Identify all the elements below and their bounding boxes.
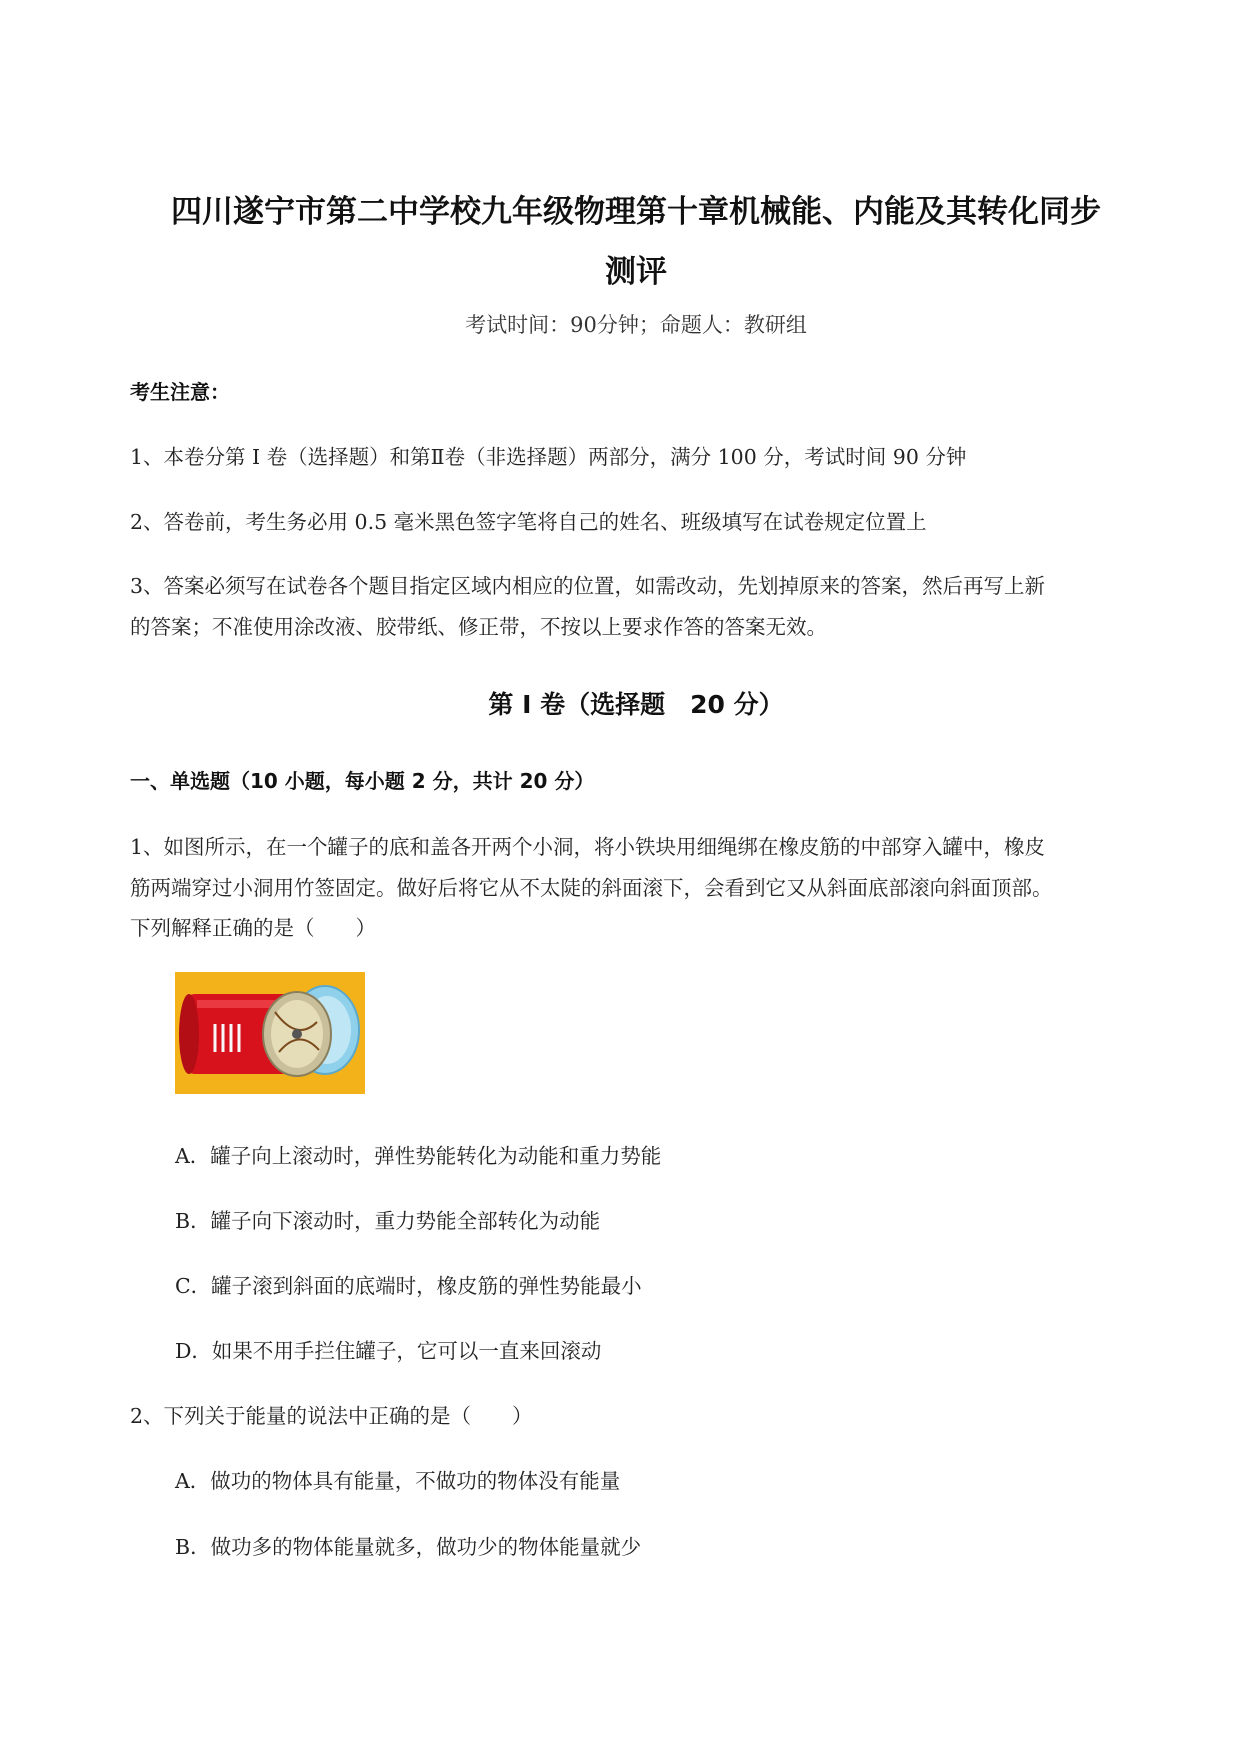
part-heading: 一、单选题（10 小题，每小题 2 分，共计 20 分） (130, 769, 595, 793)
question-2-line-1: 2、下列关于能量的说法中正确的是（ ） (130, 1404, 533, 1428)
question-1-option-b: B．罐子向下滚动时，重力势能全部转化为动能 (175, 1209, 601, 1233)
notice-item-1: 1、本卷分第 I 卷（选择题）和第Ⅱ卷（非选择题）两部分，满分 100 分，考试时间 90 分钟 (130, 445, 967, 469)
rolling-can-illustration (175, 972, 365, 1094)
notice-item-2: 2、答卷前，考生务必用 0.5 毫米黑色签字笔将自己的姓名、班级填写在试卷规定位置上 (130, 510, 927, 534)
question-1-line-3: 下列解释正确的是（ ） (130, 916, 376, 940)
question-1-option-d: D．如果不用手拦住罐子，它可以一直来回滚动 (175, 1339, 602, 1363)
notice-item-3-line-2: 的答案；不准使用涂改液、胶带纸、修正带，不按以上要求作答的答案无效。 (130, 615, 827, 639)
section-title: 第 I 卷（选择题 20 分） (488, 690, 784, 719)
rolling-can-figure (175, 972, 365, 1094)
question-1-option-c: C．罐子滚到斜面的底端时，橡皮筋的弹性势能最小 (175, 1274, 642, 1298)
exam-title-line-2: 测评 (605, 254, 667, 290)
question-1-line-1: 1、如图所示，在一个罐子的底和盖各开两个小洞，将小铁块用细绳绑在橡皮筋的中部穿入罐中，橡皮 (130, 835, 1046, 859)
exam-title-line-1: 四川遂宁市第二中学校九年级物理第十章机械能、内能及其转化同步 (171, 194, 1101, 230)
notice-heading: 考生注意： (130, 380, 230, 404)
notice-item-3-line-1: 3、答案必须写在试卷各个题目指定区域内相应的位置，如需改动，先划掉原来的答案，然后再写上新 (130, 574, 1046, 598)
question-2-option-a: A．做功的物体具有能量，不做功的物体没有能量 (175, 1469, 621, 1493)
question-2-option-b: B．做功多的物体能量就多，做功少的物体能量就少 (175, 1535, 642, 1559)
question-1-line-2: 筋两端穿过小洞用竹签固定。做好后将它从不太陡的斜面滚下，会看到它又从斜面底部滚向斜面顶部。 (130, 876, 1053, 900)
question-1-option-a: A．罐子向上滚动时，弹性势能转化为动能和重力势能 (175, 1144, 662, 1168)
exam-subtitle: 考试时间：90分钟；命题人：教研组 (465, 313, 807, 337)
